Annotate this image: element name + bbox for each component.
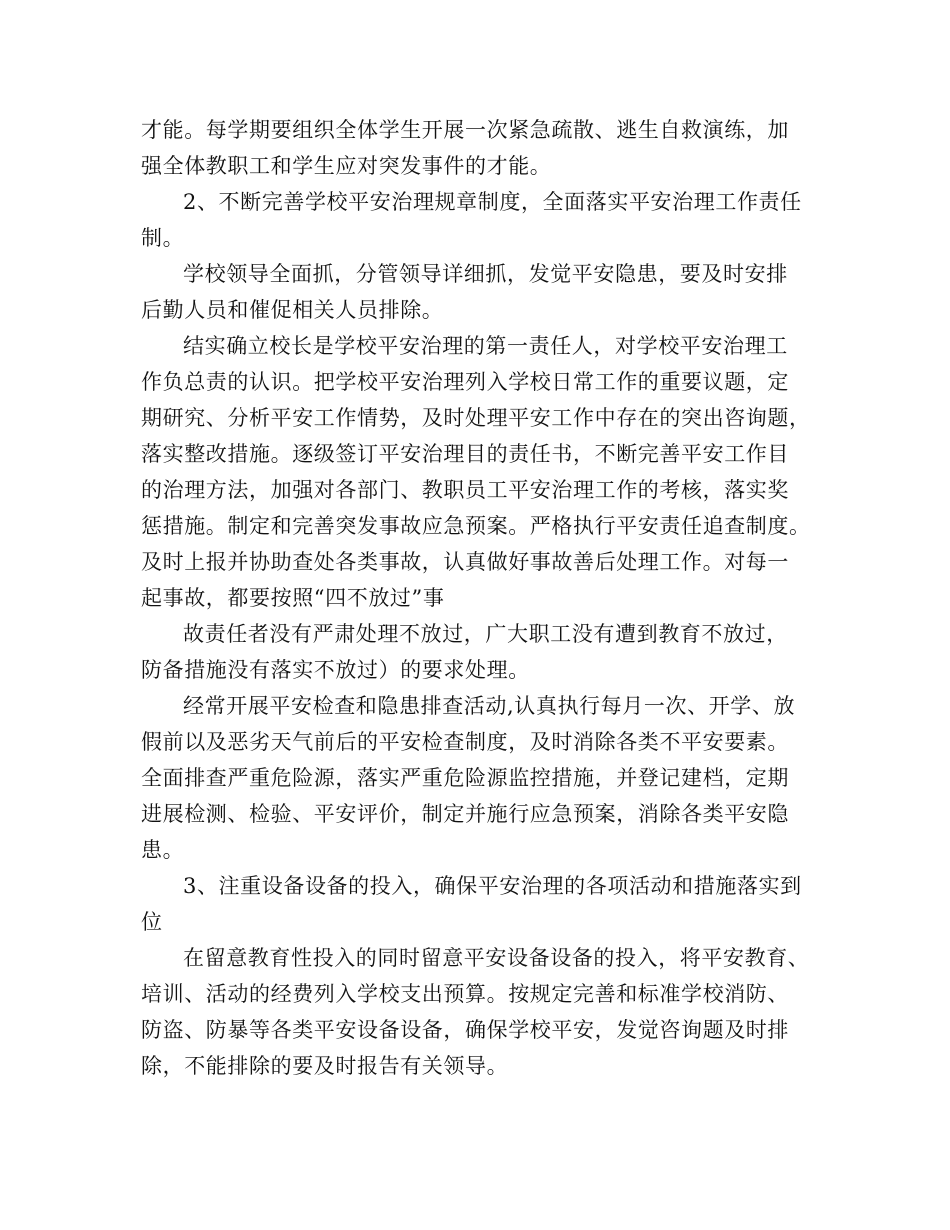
text-line: 的治理方法，加强对各部门、教职员工平安治理工作的考核，落实奖 bbox=[141, 478, 789, 502]
text-line: 落实整改措施。逐级签订平安治理目的责任书，不断完善平安工作目 bbox=[141, 442, 789, 466]
text-line: 假前以及恶劣天气前后的平安检查制度，及时消除各类不平安要素。 bbox=[141, 730, 789, 754]
text-line: 学校领导全面抓，分管领导详细抓，发觉平安隐患，要及时安排 bbox=[183, 262, 788, 286]
text-line: 作负总责的认识。把学校平安治理列入学校日常工作的重要议题，定 bbox=[141, 370, 789, 394]
text-line: 防盗、防暴等各类平安设备设备，确保学校平安，发觉咨询题及时排 bbox=[141, 1018, 789, 1042]
text-line: 在留意教育性投入的同时留意平安设备设备的投入，将平安教育、 bbox=[183, 946, 810, 970]
text-line: 强全体教职工和学生应对突发事件的才能。 bbox=[141, 154, 552, 178]
text-line: 除，不能排除的要及时报告有关领导。 bbox=[141, 1054, 509, 1078]
text-line: 制。 bbox=[141, 226, 185, 250]
text-line: 3、注重设备设备的投入，确保平安治理的各项活动和措施落实到 bbox=[183, 874, 802, 898]
text-line: 期研究、分析平安工作情势，及时处理平安工作中存在的突出咨询题， bbox=[141, 406, 811, 430]
text-line: 经常开展平安检查和隐患排查活动,认真执行每月一次、开学、放 bbox=[183, 694, 796, 718]
text-line: 及时上报并协助查处各类事故，认真做好事故善后处理工作。对每一 bbox=[141, 550, 789, 574]
text-line: 位 bbox=[141, 910, 163, 934]
text-line: 患。 bbox=[141, 838, 185, 862]
text-line: 后勤人员和催促相关人员排除。 bbox=[141, 298, 444, 322]
text-line: 培训、活动的经费列入学校支出预算。按规定完善和标准学校消防、 bbox=[141, 982, 789, 1006]
text-line: 进展检测、检验、平安评价，制定并施行应急预案，消除各类平安隐 bbox=[141, 802, 789, 826]
body-text bbox=[141, 112, 813, 1084]
text-line: 故责任者没有严肃处理不放过，广大职工没有遭到教育不放过， bbox=[183, 622, 788, 646]
text-line: 起事故，都要按照“四不放过”事 bbox=[141, 586, 445, 610]
text-line: 才能。每学期要组织全体学生开展一次紧急疏散、逃生自救演练，加 bbox=[141, 118, 789, 142]
text-line: 惩措施。制定和完善突发事故应急预案。严格执行平安责任追查制度。 bbox=[141, 514, 811, 538]
text-line: 2、不断完善学校平安治理规章制度，全面落实平安治理工作责任 bbox=[183, 190, 802, 214]
text-line: 全面排查严重危险源，落实严重危险源监控措施，并登记建档，定期 bbox=[141, 766, 789, 790]
text-line: 防备措施没有落实不放过）的要求处理。 bbox=[141, 658, 530, 682]
text-line: 结实确立校长是学校平安治理的第一责任人，对学校平安治理工 bbox=[183, 334, 788, 358]
